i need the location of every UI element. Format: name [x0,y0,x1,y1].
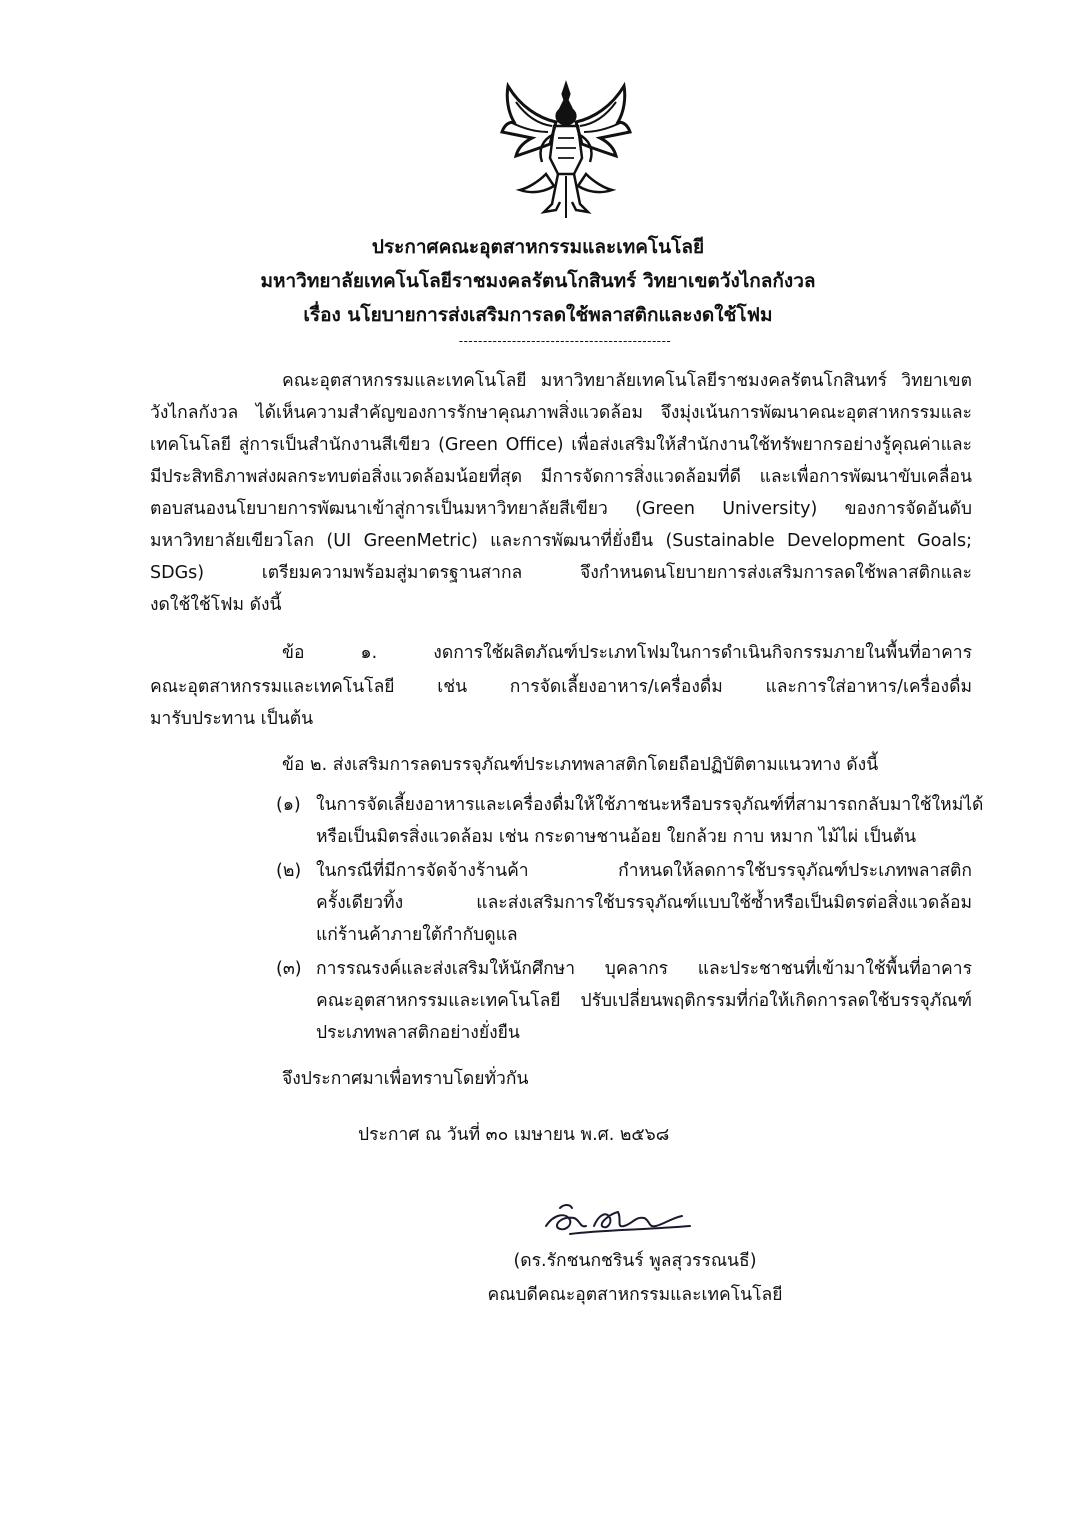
intro-line-3: เทคโนโลยี สู่การเป็นสำนักงานสีเขียว (Green Office) เพื่อส่งเสริมให้สำนักงานใช้ทรัพยากรอย่างรู้คุณค่าและ [150,435,972,455]
garuda-emblem-icon [498,78,634,224]
item-2-line-2: ครั้งเดียวทิ้ง และส่งเสริมการใช้บรรจุภัณฑ์แบบใช้ซ้ำหรือเป็นมิตรต่อสิ่งแวดล้อม [316,893,972,913]
item-3-number: (๓) [276,959,302,979]
item-3-line-2: คณะอุตสาหกรรมและเทคโนโลยี ปรับเปลี่ยนพฤติกรรมที่ก่อให้เกิดการลดใช้บรรจุภัณฑ์ [316,991,972,1011]
item-3-line-1: การรณรงค์และส่งเสริมให้นักศึกษา บุคลากร และประชาชนที่เข้ามาใช้พื้นที่อาคาร [316,959,972,979]
item-3-line-3: ประเภทพลาสติกอย่างยั่งยืน [316,1023,520,1043]
intro-line-8: งดใช้ใช้โฟม ดังนี้ [150,595,282,615]
closing-statement: จึงประกาศมาเพื่อทราบโดยทั่วกัน [282,1069,529,1089]
intro-line-7: SDGs) เตรียมความพร้อมสู่มาตรฐานสากล จึงกำหนดนโยบายการส่งเสริมการลดใช้พลาสติกและ [150,563,972,583]
university-name: มหาวิทยาลัยเทคโนโลยีราชมงคลรัตนโกสินทร์ วิทยาเขตวังไกลกังวล [260,270,816,292]
intro-line-1: คณะอุตสาหกรรมและเทคโนโลยี มหาวิทยาลัยเทคโนโลยีราชมงคลรัตนโกสินทร์ วิทยาเขต [282,371,972,391]
item-2-line-1: ในกรณีที่มีการจัดจ้างร้านค้า กำหนดให้ลดการใช้บรรจุภัณฑ์ประเภทพลาสติก [316,861,972,881]
item-1-line-1: ในการจัดเลี้ยงอาหารและเครื่องดื่มให้ใช้ภาชนะหรือบรรจุภัณฑ์ที่สามารถกลับมาใช้ใหม่ได้ [316,795,984,815]
item-1-number: (๑) [276,795,301,815]
header-divider: -------------------------------------------- [458,334,672,348]
announcement-title: ประกาศคณะอุตสาหกรรมและเทคโนโลยี [371,236,705,258]
article-1-line-3: มารับประทาน เป็นต้น [150,709,314,729]
article-1-line-2: คณะอุตสาหกรรมและเทคโนโลยี เช่น การจัดเลี้ยงอาหาร/เครื่องดื่ม และการใส่อาหาร/เครื่องดื่ม [150,677,972,697]
intro-line-5: ตอบสนองนโยบายการพัฒนาเข้าสู่การเป็นมหาวิทยาลัยสีเขียว (Green University) ของการจัดอันดับ [150,499,972,519]
article-2-title: ข้อ ๒. ส่งเสริมการลดบรรจุภัณฑ์ประเภทพลาสติกโดยถือปฏิบัติตามแนวทาง ดังนี้ [282,755,879,775]
item-2-line-3: แก่ร้านค้าภายใต้กำกับดูแล [316,925,518,945]
intro-line-6: มหาวิทยาลัยเขียวโลก (UI GreenMetric) และการพัฒนาที่ยั่งยืน (Sustainable Development Goals; [150,531,972,551]
item-1-line-2: หรือเป็นมิตรสิ่งแวดล้อม เช่น กระดาษชานอ้อย ใยกล้วย กาบ หมาก ไม้ไผ่ เป็นต้น [316,827,917,847]
signer-name: (ดร.รักชนกชรินร์ พูลสุวรรณนธี) [513,1251,757,1271]
item-2-number: (๒) [276,861,302,881]
announcement-date: ประกาศ ณ วันที่ ๓๐ เมษายน พ.ศ. ๒๕๖๘ [358,1125,670,1145]
intro-line-2: วังไกลกังวล ได้เห็นความสำคัญของการรักษาคุณภาพสิ่งแวดล้อม จึงมุ่งเน้นการพัฒนาคณะอุตสาหกรรมและ [150,403,972,423]
intro-line-4: มีประสิทธิภาพส่งผลกระทบต่อสิ่งแวดล้อมน้อยที่สุด มีการจัดการสิ่งแวดล้อมที่ดี และเพื่อการพัฒนาขับเคลื่อน [150,467,972,487]
subject-line: เรื่อง นโยบายการส่งเสริมการลดใช้พลาสติกและงดใช้โฟม [303,304,773,326]
handwritten-signature-icon [540,1196,700,1246]
signer-position: คณบดีคณะอุตสาหกรรมและเทคโนโลยี [487,1285,783,1305]
article-1-line-1: ข้อ ๑. งดการใช้ผลิตภัณฑ์ประเภทโฟมในการดำเนินกิจกรรมภายในพื้นที่อาคาร [282,643,972,663]
